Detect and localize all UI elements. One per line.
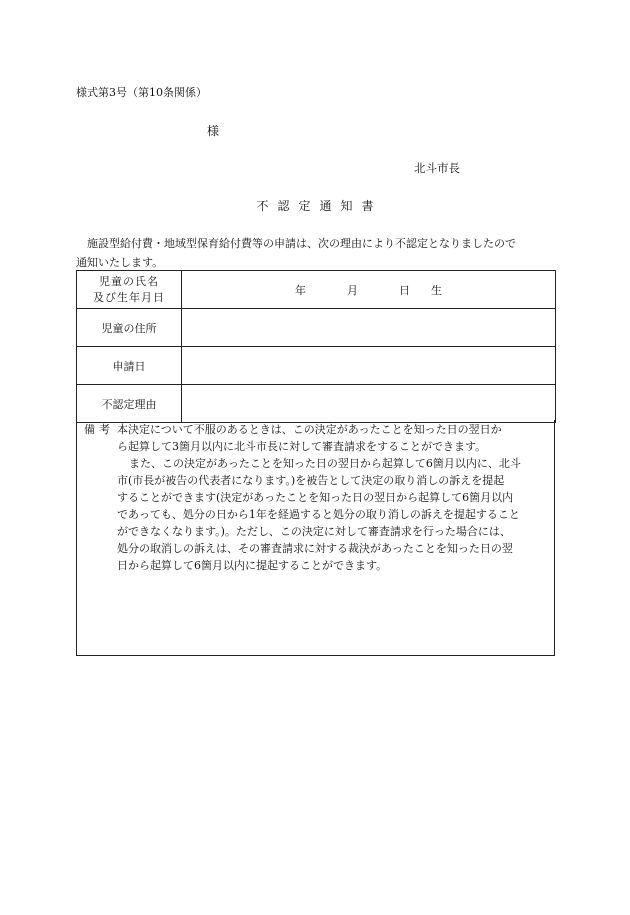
day-label: 日	[399, 283, 410, 297]
value-child-address[interactable]	[182, 309, 556, 347]
remarks-line-1: 本決定について不服のあるときは、この決定があったことを知った日の翌日か	[117, 423, 502, 436]
remarks-label: 備考	[84, 423, 114, 436]
remarks-line-4: 市(市長が被告の代表者になります。)を被告として決定の取り消しの訴えを提起	[117, 474, 505, 487]
remarks-line-3: また、この決定があったことを知った日の翌日から起算して6箇月以内に、北斗	[129, 457, 521, 470]
remarks-line-9: 日から起算して6箇月以内に提起することができます。	[117, 559, 388, 572]
value-application-date[interactable]	[182, 347, 556, 385]
remarks-line-5: することができます(決定があったことを知った日の翌日から起算して6箇月以内	[117, 491, 514, 504]
intro-paragraph	[76, 234, 566, 272]
value-child-name-birthdate[interactable]	[182, 271, 556, 309]
label-child-address: 児童の住所	[77, 309, 182, 347]
document-title: 不認定通知書	[256, 199, 383, 213]
form-table	[76, 270, 556, 423]
month-label: 月	[347, 283, 358, 297]
table-row-application-date	[77, 347, 556, 385]
remarks-line-8: 処分の取消しの訴えは、その審査請求に対する裁決があったことを知った日の翌	[117, 542, 513, 555]
year-label: 年	[295, 283, 306, 297]
label-application-date: 申請日	[77, 347, 182, 385]
remarks-line-2: ら起算して3箇月以内に北斗市長に対して審査請求をすることができます。	[117, 440, 487, 453]
form-number: 様式第3号（第10条関係）	[76, 86, 207, 99]
issuer-name: 北斗市長	[414, 161, 460, 175]
remarks-line-7: ができなくなります。)。ただし、この決定に対して審査請求を行った場合には、	[117, 525, 511, 538]
label-line-2: 及び生年月日	[93, 290, 165, 304]
born-label: 生	[431, 283, 442, 297]
addressee-suffix: 様	[207, 124, 220, 138]
remarks-line-6: であっても、処分の日から1年を経過すると処分の取り消しの訴えを提起すること	[117, 508, 520, 521]
table-row-reason	[77, 385, 556, 423]
label-child-name-birthdate	[77, 271, 182, 309]
intro-line-2: 通知いたします。	[76, 256, 164, 269]
table-row-address	[77, 309, 556, 347]
table-row-name-birthdate	[77, 271, 556, 309]
value-rejection-reason[interactable]	[182, 385, 556, 423]
intro-line-1: 施設型給付費・地域型保育給付費等の申請は、次の理由により不認定となりましたので	[87, 237, 516, 250]
label-line-1: 児童の氏名	[99, 274, 159, 288]
label-rejection-reason: 不認定理由	[77, 385, 182, 423]
remarks-box	[76, 420, 555, 656]
